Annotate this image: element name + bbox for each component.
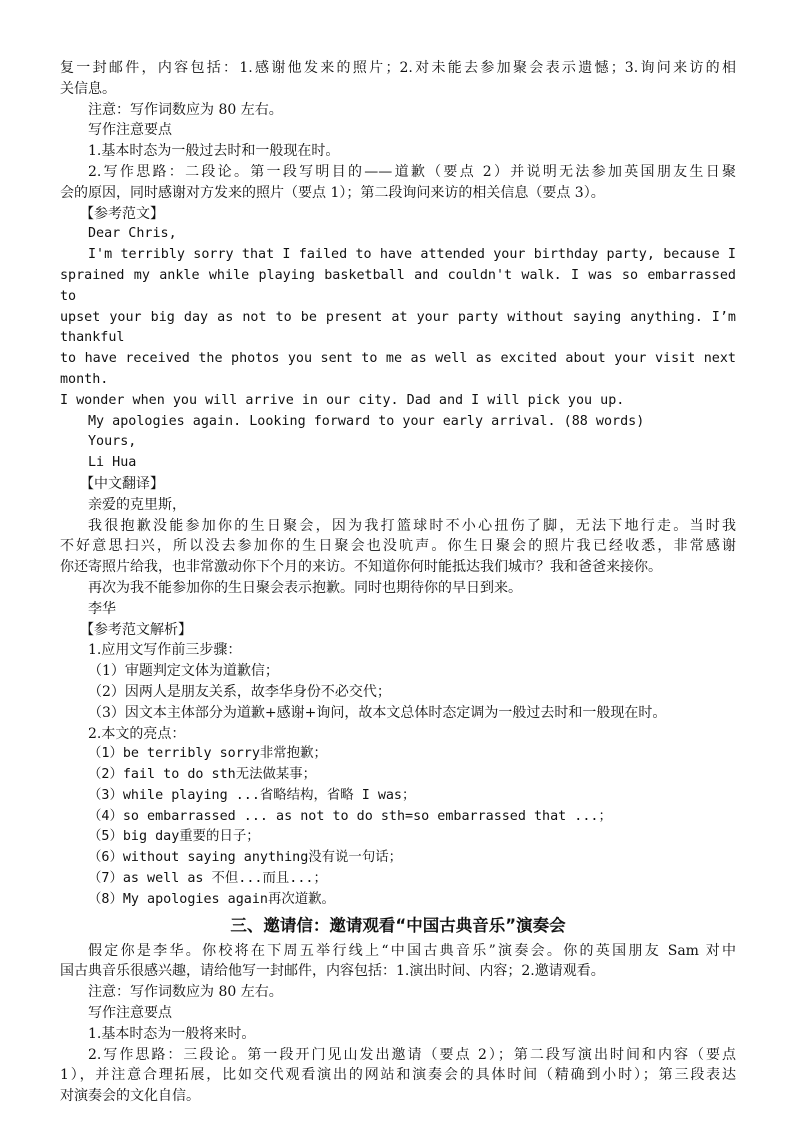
list-item: （7）as well as 不但...而且...； <box>88 871 327 887</box>
translation-signature: 李华 <box>88 600 116 617</box>
letter-paragraph <box>60 245 736 411</box>
word-count-note: 注意：写作词数应为 80 左右。 <box>88 101 283 118</box>
text-line: sprained my ankle while playing basketball and couldn't walk. I was so embarrassed to <box>60 267 736 304</box>
text-line: 不好意思扫兴，所以没去参加你的生日聚会也没吭声。你生日聚会的照片我已经收悉，非常感谢 <box>60 538 736 555</box>
analysis-heading: 【参考范文解析】 <box>80 621 192 638</box>
letter-signature: Li Hua <box>88 455 137 471</box>
model-letter <box>60 224 736 474</box>
text-line: I'm terribly sorry that I failed to have attended your birthday party, because I <box>88 247 736 263</box>
tip-structure <box>60 162 736 204</box>
text-line: 1），并注意合理拓展，比如交代观看演出的网站和演奏会的具体时间（精确到小时）；第三段表达 <box>60 1067 736 1084</box>
analysis-item: 1.应用文写作前三步骤： <box>88 642 242 659</box>
model-essay-heading: 【参考范文】 <box>80 205 164 222</box>
tip-tense: 1.基本时态为一般将来时。 <box>88 1025 256 1042</box>
list-item: （1）审题判定文体为道歉信； <box>88 663 279 680</box>
text-line: 关信息。 <box>60 80 116 97</box>
text-line: upset your big day as not to be present at your party without saying anything. I’m thankful <box>60 309 736 346</box>
text-line: 对演奏会的文化自信。 <box>60 1088 200 1105</box>
letter-closing: Yours, <box>88 434 137 450</box>
translation-paragraph: 再次为我不能参加你的生日聚会表示抱歉。同时也期待你的早日到来。 <box>88 579 522 596</box>
letter-greeting: Dear Chris, <box>88 226 177 242</box>
translation-heading: 【中文翻译】 <box>80 475 164 492</box>
letter-paragraph: My apologies again. Looking forward to your early arrival. (88 words) <box>88 413 645 429</box>
task-intro <box>60 941 736 983</box>
text-line: 假定你是李华。你校将在下周五举行线上“中国古典音乐”演奏会。你的英国朋友 Sam 对中 <box>88 942 736 959</box>
analysis-item: 2.本文的亮点： <box>88 725 186 742</box>
text-line: 2.写作思路：二段论。第一段写明目的——道歉（要点 2）并说明无法参加英国朋友生日聚 <box>88 163 736 180</box>
list-item: （4）so embarrassed ... as not to do sth=so embarrassed that ...； <box>88 808 612 824</box>
text-line: 国古典音乐很感兴趣，请给他写一封邮件，内容包括：1.演出时间、内容；2.邀请观看。 <box>60 963 605 980</box>
text-line: 复一封邮件，内容包括：1.感谢他发来的照片；2.对未能去参加聚会表示遗憾；3.询问来访的相 <box>60 60 736 76</box>
list-item: （6）without saying anything没有说一句话； <box>88 850 402 866</box>
tips-heading: 写作注意要点 <box>88 1005 172 1022</box>
text-line: 你还寄照片给我，也非常激动你下个月的来访。不知道你何时能抵达我们城市？我和爸爸来接你。 <box>60 559 662 576</box>
list-item: （2）因两人是朋友关系，故李华身份不必交代； <box>88 683 391 700</box>
highlights-list <box>60 744 736 910</box>
tip-tense: 1.基本时态为一般过去时和一般现在时。 <box>88 143 340 160</box>
analysis-steps <box>60 661 736 723</box>
list-item: （2）fail to do sth无法做某事； <box>88 767 317 783</box>
text-line: 会的原因，同时感谢对方发来的照片（要点 1）；第二段询问来访的相关信息（要点 3）。 <box>60 184 605 201</box>
list-item: （8）My apologies again再次道歉。 <box>88 891 335 907</box>
task-intro <box>60 58 736 100</box>
word-count-note: 注意：写作词数应为 80 左右。 <box>88 984 283 1001</box>
text-line: 2.写作思路：三段论。第一段开门见山发出邀请（要点 2）；第二段写演出时间和内容（要点 <box>88 1046 736 1063</box>
text-line: 我很抱歉没能参加你的生日聚会，因为我打篮球时不小心扭伤了脚，无法下地行走。当时我 <box>88 517 736 534</box>
list-item: （3）因文本主体部分为道歉+感谢+询问，故本文总体时态定调为一般过去时和一般现在时。 <box>88 704 667 721</box>
list-item: （1）be terribly sorry非常抱歉； <box>88 746 327 762</box>
text-line: to have received the photos you sent to me as well as excited about your visit next month. <box>60 351 736 387</box>
list-item: （3）while playing ...省略结构，省略 I was； <box>88 787 416 803</box>
section-title: 三、邀请信：邀请观看“中国古典音乐”演奏会 <box>230 915 566 935</box>
tips-heading: 写作注意要点 <box>88 122 172 139</box>
tip-structure <box>60 1045 736 1107</box>
translation-greeting: 亲爱的克里斯， <box>88 496 186 513</box>
translation-paragraph <box>60 516 736 578</box>
document-page <box>60 58 736 1107</box>
list-item: （5）big day重要的日子； <box>88 829 260 845</box>
text-line: I wonder when you will arrive in our city. Dad and I will pick you up. <box>60 392 625 408</box>
